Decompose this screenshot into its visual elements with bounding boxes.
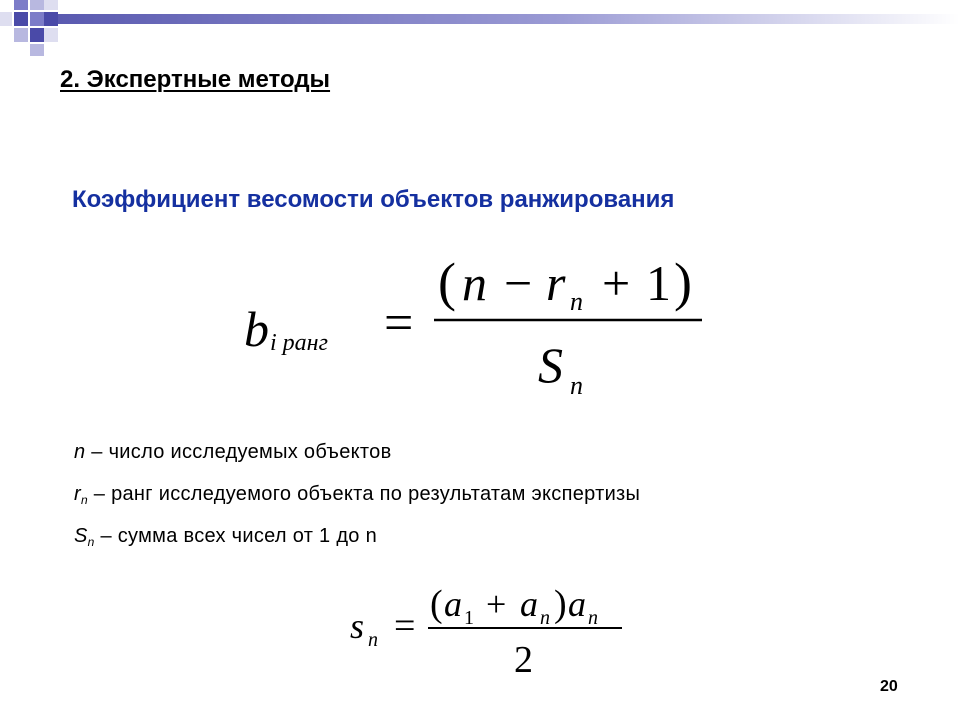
slide-subtitle: Коэффициент весомости объектов ранжирования — [72, 186, 675, 213]
formula-num-close-paren: ) — [674, 252, 692, 312]
formula-num-one: 1 — [646, 255, 671, 311]
decor-square — [44, 0, 58, 10]
decor-square — [14, 28, 28, 42]
definition-symbol: n — [74, 441, 86, 463]
sum-a1: a — [444, 584, 462, 624]
sum-open-paren: ( — [430, 583, 443, 625]
decor-square — [30, 12, 44, 26]
weight-formula — [230, 244, 730, 414]
sum-close-paren: ) — [554, 583, 567, 625]
definition-item — [74, 436, 934, 478]
formula-num-minus: − — [504, 255, 533, 311]
formula-num-n: n — [462, 255, 487, 311]
definition-symbol: r — [74, 483, 81, 505]
sum-plus: + — [486, 584, 507, 624]
formula-den-s: S — [538, 337, 563, 393]
sum-lhs-subscript: n — [368, 629, 378, 651]
sum-a1-subscript: 1 — [464, 607, 474, 629]
sum-lhs-s: s — [350, 606, 365, 646]
sum-an: a — [520, 584, 538, 624]
slide-heading: 2. Экспертные методы — [60, 66, 331, 93]
definition-item — [74, 520, 934, 562]
formula-den-s-subscript: n — [570, 371, 583, 400]
sum-formula — [340, 572, 640, 682]
decor-square — [44, 28, 58, 42]
definition-item — [74, 478, 934, 520]
decor-square — [30, 28, 44, 42]
formula-num-plus: + — [602, 255, 631, 311]
definition-symbol: S — [74, 525, 88, 547]
header-decoration — [0, 0, 960, 60]
definition-text: – число исследуемых объектов — [85, 441, 392, 463]
formula-num-r: r — [546, 255, 566, 311]
sum-an2-subscript: n — [588, 607, 598, 629]
decor-square — [14, 12, 28, 26]
definition-text: – ранг исследуемого объекта по результатам экспертизы — [87, 483, 641, 505]
decor-square — [44, 12, 58, 26]
definition-subscript: n — [87, 535, 95, 549]
sum-den: 2 — [514, 639, 533, 681]
sum-an2: a — [568, 584, 586, 624]
decor-square — [0, 12, 12, 26]
formula-lhs-subscript: i ранг — [270, 330, 328, 356]
decor-square — [30, 44, 44, 56]
decor-square — [14, 0, 28, 10]
formula-num-r-subscript: n — [570, 287, 583, 316]
formula-lhs-b: b — [244, 301, 269, 357]
definition-subscript: n — [80, 493, 88, 507]
definition-text: – сумма всех чисел от 1 до n — [94, 525, 377, 547]
page-number: 20 — [880, 678, 898, 695]
formula-equals: = — [384, 295, 414, 352]
sum-an-subscript: n — [540, 607, 550, 629]
sum-equals: = — [394, 605, 416, 647]
definitions-list — [74, 436, 934, 562]
decor-square — [30, 0, 44, 10]
decor-band — [58, 14, 960, 24]
formula-num-open-paren: ( — [438, 252, 456, 312]
